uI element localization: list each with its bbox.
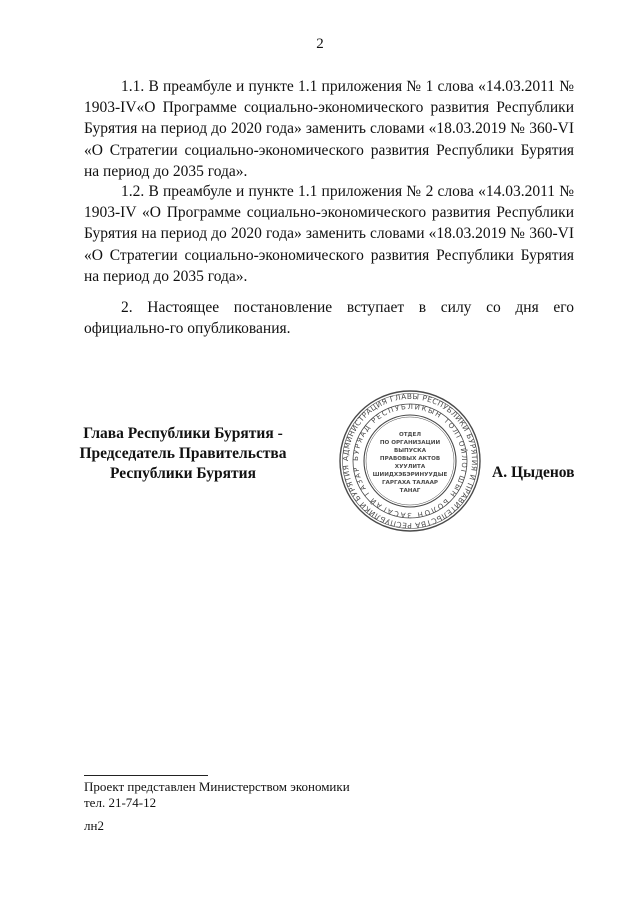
seal-center-line-2: ПО ОРГАНИЗАЦИИ <box>379 440 441 446</box>
footnote-divider <box>84 775 208 776</box>
seal-outer-ring-text: АДМИНИСТРАЦИЯ ГЛАВЫ РЕСПУБЛИКИ БУРЯТИЯ И ПРАВИТЕЛЬСТВА РЕСПУБЛИКИ БУРЯТИЯ <box>340 391 480 531</box>
footnote-project-author: Проект представлен Министерством экономики <box>84 779 350 794</box>
seal-center-line-4: ПРАВОВЫХ АКТОВ <box>379 456 441 462</box>
paragraph-1-1: 1.1. В преамбуле и пункте 1.1 приложения № 1 слова «14.03.2011 № 1903-IV«О Программе социально-экономического развития Республики Бурятия на период до 2020 года» заменить словами «18.03.2019 № 360-VI «О Стратегии социально-экономического развития Республики Бурятия на период до 2035 года». <box>84 78 574 180</box>
page-number: 2 <box>316 36 324 52</box>
paragraph-2: 2. Настоящее постановление вступает в силу со дня его официально-го опубликования. <box>84 299 574 338</box>
footnote-phone: тел. 21-74-12 <box>84 795 157 810</box>
seal-inner-ring-text: БУРЯАД РЕСПУБЛИКЫН ТОЛГОЙЛОГШЫН БОЛОН ЗАСАГАЙ ГАЗАР <box>351 402 469 520</box>
footnote-initials: лн2 <box>84 818 104 833</box>
signatory-title-line-3: Республики Бурятия <box>110 465 256 482</box>
signatory-title-line-2: Председатель Правительства <box>79 445 287 462</box>
signatory-name: А. Цыденов <box>492 464 575 481</box>
official-seal <box>338 389 482 533</box>
seal-center-line-1: ОТДЕЛ <box>398 432 422 438</box>
signatory-title-line-1: Глава Республики Бурятия - <box>83 425 283 442</box>
seal-center-line-7: ГАРГАХА ТАЛААР <box>381 480 439 486</box>
seal-center-line-3: ВЫПУСКА <box>393 448 427 454</box>
seal-center-line-8: ТАНАГ <box>399 488 421 494</box>
paragraph-1-2: 1.2. В преамбуле и пункте 1.1 приложения № 2 слова «14.03.2011 № 1903-IV «О Программе социально-экономического развития Республики Бурятия на период до 2020 года» заменить словами «18.03.2019 № 360-VI «О Стратегии социально-экономического развития Республики Бурятия на период до 2035 года». <box>84 183 574 285</box>
seal-center-line-5: ХУУЛИТА <box>394 464 426 470</box>
signatory-title <box>70 424 296 484</box>
seal-center-line-6: ШИИДХЭБЭРИНУУДЫЕ <box>372 472 448 478</box>
